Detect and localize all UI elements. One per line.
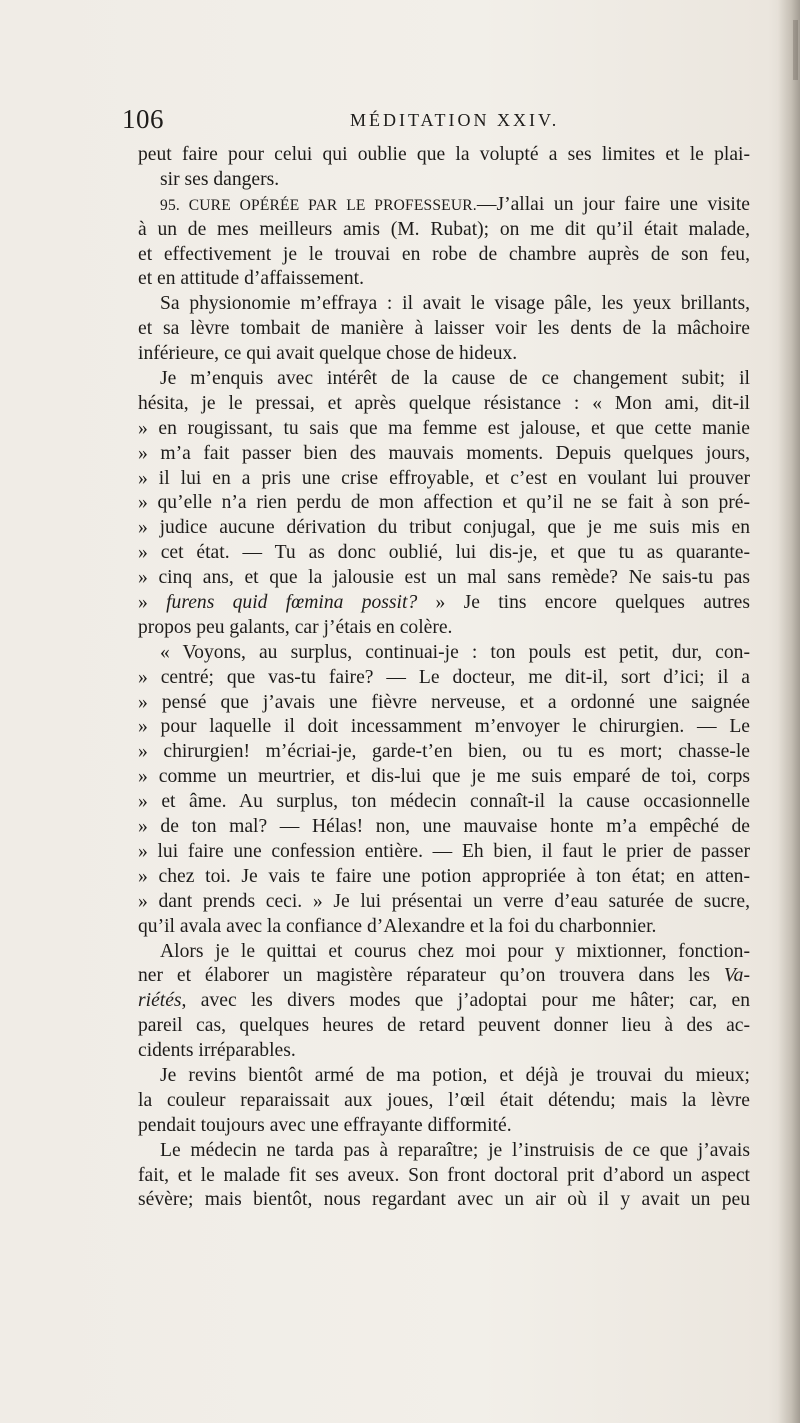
text-line: et sa lèvre tombait de manière à laisser voir les dents de la mâchoire (138, 318, 750, 340)
text-line: « Voyons, au surplus, continuai-je : ton pouls est petit, dur, con- (160, 641, 750, 663)
text-line: » m’a fait passer bien des mauvais moments. Depuis quelques jours, (138, 442, 750, 464)
text-line: sévère; mais bientôt, nous regardant avec un air où il y avait un peu (138, 1189, 750, 1211)
text-line: inférieure, ce qui avait quelque chose de hideux. (138, 343, 518, 365)
section-heading: 95. CURE OPÉRÉE PAR LE PROFESSEUR. (160, 196, 477, 214)
text-line: » centré; que vas-tu faire? — Le docteur, me dit-il, sort d’ici; il a (138, 666, 750, 688)
text-line: qu’il avala avec la confiance d’Alexandre et la foi du charbonnier. (138, 915, 657, 937)
text-line: » cet état. — Tu as donc oublié, lui dis-je, et que tu as quarante- (138, 542, 750, 564)
text-line: Alors je le quittai et courus chez moi pour y mixtionner, fonction- (160, 940, 750, 962)
text-line: Je m’enquis avec intérêt de la cause de ce changement subit; il (160, 368, 750, 390)
text-segment: , avec les divers modes que j’adoptai pour me hâter; car, en (181, 990, 750, 1012)
page-number: 106 (122, 104, 164, 134)
page-header (122, 104, 772, 140)
text-segment: ner et élaborer un magistère réparateur qu’on trouvera dans les (138, 965, 724, 987)
text-line: et en attitude d’affaissement. (138, 268, 364, 290)
scan-edge-mark (793, 20, 798, 80)
text-line: » pensé que j’avais une fièvre nerveuse, et a ordonné une saignée (138, 691, 750, 713)
text-line: hésita, je le pressai, et après quelque résistance : « Mon ami, dit-il (138, 392, 750, 414)
text-line: » en rougissant, tu sais que ma femme est jalouse, et que cette manie (138, 417, 750, 439)
text-line: pareil cas, quelques heures de retard peuvent donner lieu à des ac- (138, 1015, 750, 1037)
latin-quote: furens quid fœmina possit? (166, 592, 418, 614)
text-line: Sa physionomie m’effraya : il avait le visage pâle, les yeux brillants, (160, 293, 750, 315)
text-line: à un de mes meilleurs amis (M. Rubat); on me dit qu’il était malade, (138, 218, 750, 240)
text-line: fait, et le malade fit ses aveux. Son front doctoral prit d’abord un aspect (138, 1164, 750, 1186)
text-line: pendait toujours avec une effrayante difformité. (138, 1114, 512, 1136)
text-line: » cinq ans, et que la jalousie est un mal sans remède? Ne sais-tu pas (138, 567, 750, 589)
book-title: riétés (138, 990, 182, 1012)
text-line: et effectivement je le trouvai en robe de chambre auprès de son feu, (138, 243, 750, 265)
text-line: » dant prends ceci. » Je lui présentai un verre d’eau saturée de sucre, (138, 890, 750, 912)
text-line: » comme un meurtrier, et dis-lui que je me suis emparé de toi, corps (138, 766, 750, 788)
text-line: peut faire pour celui qui oublie que la volupté a ses limites et le plai- (138, 144, 750, 165)
text-line (138, 989, 750, 1014)
text-line: » chez toi. Je vais te faire une potion appropriée à ton état; en atten- (138, 865, 750, 887)
text-line: » qu’elle n’a rien perdu de mon affection et qu’il ne se fait à son pré- (138, 492, 750, 514)
text-line: Je revins bientôt armé de ma potion, et déjà je trouvai du mieux; (160, 1064, 750, 1086)
body-text (138, 143, 750, 1213)
text-line: » de ton mal? — Hélas! non, une mauvaise honte m’a empêché de (138, 816, 750, 838)
section-heading-line (138, 193, 750, 218)
text-line: cidents irréparables. (138, 1040, 296, 1062)
text-segment: » Je tins encore quelques autres (417, 592, 750, 614)
text-segment: » (138, 592, 167, 614)
text-line: propos peu galants, car j’étais en colère. (138, 616, 453, 638)
text-segment: —J’allai un jour faire une visite (476, 193, 750, 215)
text-line: Le médecin ne tarda pas à reparaître; je l’instruisis de ce que j’avais (160, 1139, 750, 1161)
text-line: » judice aucune dérivation du tribut conjugal, que je me suis mis en (138, 517, 750, 539)
text-line (138, 591, 750, 616)
text-line: » il lui en a pris une crise effroyable, et c’est en voulant lui prouver (138, 467, 750, 489)
text-line: » chirurgien! m’écriai-je, garde-t’en bien, ou tu es mort; chasse-le (138, 741, 750, 763)
text-line: » et âme. Au surplus, ton médecin connaît-il la cause occasionnelle (138, 791, 750, 813)
page-edge-shadow (778, 0, 800, 1423)
text-line: sir ses dangers. (160, 168, 280, 190)
book-title: Va- (723, 965, 750, 987)
running-head: MÉDITATION XXIV. (350, 110, 560, 130)
text-line: la couleur reparaissait aux joues, l’œil était détendu; mais la lèvre (138, 1089, 750, 1111)
text-line (138, 964, 750, 989)
text-line: » pour laquelle il doit incessamment m’envoyer le chirurgien. — Le (138, 716, 750, 738)
text-line: » lui faire une confession entière. — Eh bien, il faut le prier de passer (138, 840, 750, 862)
